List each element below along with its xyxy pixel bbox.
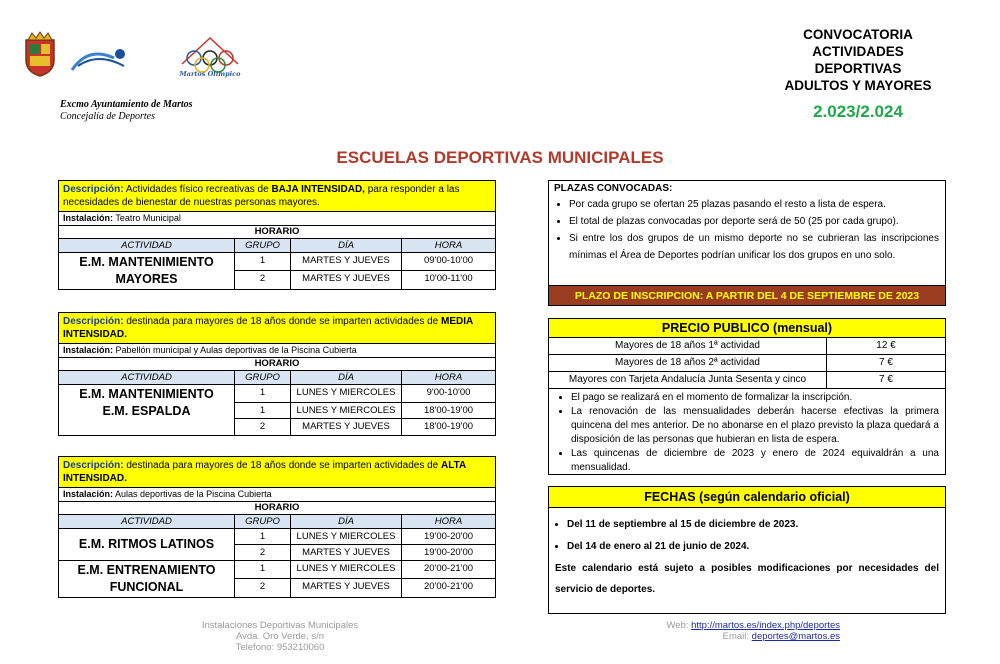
convocatoria-line: CONVOCATORIA: [803, 27, 913, 42]
dia-cell: LUNES Y MIERCOLES: [291, 529, 402, 545]
installation-row: [59, 488, 495, 502]
precio-title: PRECIO PUBLICO (mensual): [549, 319, 945, 338]
list-item: • El total de plazas convocadas por deporte será de 50 (25 por cada grupo).: [569, 213, 939, 230]
plazo-inscripcion-banner: PLAZO DE INSCRIPCION: A PARTIR DEL 4 DE SEPTIEMBRE DE 2023: [549, 285, 945, 305]
column-headers: [59, 239, 495, 253]
convocatoria-line: ADULTOS Y MAYORES: [784, 78, 932, 93]
price-label: Mayores de 18 años 1ª actividad: [549, 338, 827, 354]
dia-cell: MARTES Y JUEVES: [291, 579, 402, 597]
dia-cell: MARTES Y JUEVES: [291, 253, 402, 271]
activity-name: E.M. MANTENIMIENTO MAYORES: [59, 253, 235, 289]
description-text: destinada para mayores de 18 años donde se imparten actividades de: [126, 460, 442, 471]
olympic-logo-text: Martos Olímpico: [179, 70, 241, 78]
price-label: Mayores de 18 años 2ª actividad: [549, 355, 827, 371]
column-headers: [59, 515, 495, 529]
list-item: • Del 14 de enero al 21 de junio de 2024.: [567, 536, 945, 558]
activity-table-baja: [58, 180, 496, 290]
price-value: 12 €: [876, 340, 896, 351]
hora-cell: 9'00-10'00: [402, 385, 495, 403]
col-grupo: GRUPO: [235, 239, 291, 252]
activity-name: E.M. ESPALDA: [59, 403, 235, 435]
footer-line: Avda. Oro Verde, s/n: [235, 631, 324, 642]
hora-cell: 18'00-19'00: [423, 421, 474, 432]
org-name: Excmo Ayuntamiento de Martos: [60, 99, 193, 110]
description-text: destinada para mayores de 18 años donde se imparten actividades de: [126, 316, 442, 327]
description-label: Descripción:: [63, 184, 124, 195]
horario-header: HORARIO: [59, 226, 495, 239]
grupo-cell: 1: [235, 385, 291, 403]
hora-cell: 10'00-11'00: [424, 273, 473, 284]
precio-panel: [548, 318, 946, 475]
description-row: [59, 313, 495, 344]
hora-cell: 18'00-19'00: [402, 403, 495, 419]
hora-cell: 20'00-21'00: [402, 561, 495, 579]
col-dia: DÍA: [291, 239, 402, 252]
fechas-panel: [548, 486, 946, 614]
convocatoria-line: DEPORTIVAS: [814, 61, 902, 76]
price-row: [549, 338, 945, 355]
installation-value: Teatro Municipal: [115, 213, 181, 223]
coat-of-arms-logo: [22, 30, 58, 78]
installation-label: Instalación:: [63, 489, 114, 499]
activity-block: [59, 529, 495, 597]
grupo-cell: 1: [235, 561, 291, 579]
season-year: 2.023/2.024: [813, 102, 903, 121]
footer-address: [190, 620, 370, 653]
col-hora: HORA: [434, 372, 463, 383]
hora-cell: 19'00-20'00: [402, 545, 495, 561]
hora-cell: 19'00-20'00: [402, 529, 495, 545]
convocatoria-title: [758, 26, 958, 94]
footer-line: Instalaciones Deportivas Municipales: [201, 620, 359, 631]
hora-cell: 20'00-21'00: [423, 581, 474, 592]
activity-block: [59, 253, 495, 289]
list-item: • Por cada grupo se ofertan 25 plazas pasando el resto a lista de espera.: [569, 196, 939, 213]
price-row: [549, 355, 945, 372]
activity-table-alta: [58, 456, 496, 598]
email-link[interactable]: deportes@martos.es: [751, 631, 840, 642]
col-hora: HORA: [434, 240, 463, 251]
list-item: • Las quincenas de diciembre de 2023 y enero de 2024 equivaldrán a una mensualidad.: [571, 447, 939, 475]
intensity-label: BAJA INTENSIDAD,: [271, 184, 365, 195]
plazas-panel: [548, 180, 946, 306]
grupo-cell: 1: [235, 403, 291, 419]
org-department: Concejalía de Deportes: [60, 111, 155, 122]
installation-row: [59, 344, 495, 358]
swimmer-logo: [68, 40, 132, 74]
fechas-note: Este calendario está sujeto a posibles modificaciones por necesidades del servicio de deportes.: [555, 563, 939, 595]
col-actividad: ACTIVIDAD: [59, 371, 235, 384]
activity-name: E.M. MANTENIMIENTO: [59, 385, 235, 403]
column-headers: [59, 371, 495, 385]
activity-name: E.M. ENTRENAMIENTO FUNCIONAL: [59, 561, 235, 597]
grupo-cell: 2: [235, 579, 291, 597]
description-label: Descripción:: [63, 460, 124, 471]
convocatoria-line: ACTIVIDADES: [812, 44, 904, 59]
price-value: 7 €: [879, 357, 893, 368]
list-item: • Del 11 de septiembre al 15 de diciembre de 2023.: [567, 514, 945, 536]
horario-header: HORARIO: [59, 358, 495, 371]
col-actividad: ACTIVIDAD: [59, 239, 235, 252]
col-grupo: GRUPO: [235, 515, 291, 528]
installation-label: Instalación:: [63, 213, 114, 223]
description-label: Descripción:: [63, 316, 124, 327]
dia-cell: MARTES Y JUEVES: [291, 271, 402, 289]
activity-name: E.M. RITMOS LATINOS: [59, 529, 235, 561]
description-row: [59, 457, 495, 488]
plazas-list: [549, 196, 945, 264]
hora-cell: 09'00-10'00: [402, 253, 495, 271]
web-label: Web:: [666, 620, 692, 631]
fechas-list: [549, 508, 945, 558]
grupo-cell: 1: [235, 253, 291, 271]
grupo-cell: 2: [235, 545, 291, 561]
horario-header: HORARIO: [59, 502, 495, 515]
main-title: ESCUELAS DEPORTIVAS MUNICIPALES: [336, 148, 664, 167]
grupo-cell: 2: [235, 271, 291, 289]
activity-block: [59, 385, 495, 435]
dia-cell: LUNES Y MIERCOLES: [291, 403, 402, 419]
email-label: Email:: [722, 631, 752, 642]
description-text: Actividades físico recreativas de: [125, 184, 272, 195]
precio-notes: [549, 389, 945, 475]
list-item: • La renovación de las mensualidades deberán hacerse efectivas la primera quincena del mes anterior. De no abonarse en el plazo previsto la plaza quedará a disposición de las personas que hubieran en lista de espera.: [571, 405, 939, 447]
dia-cell: MARTES Y JUEVES: [291, 545, 402, 561]
col-dia: DÍA: [291, 371, 402, 384]
price-label: Mayores con Tarjeta Andalucía Junta Sesenta y cinco: [549, 372, 827, 388]
col-hora: HORA: [434, 516, 463, 527]
dia-cell: MARTES Y JUEVES: [291, 419, 402, 435]
col-actividad: ACTIVIDAD: [59, 515, 235, 528]
grupo-cell: 2: [235, 419, 291, 435]
list-item: • El pago se realizará en el momento de formalizar la inscripción.: [571, 391, 939, 405]
price-value: 7 €: [879, 374, 893, 385]
activity-table-media: [58, 312, 496, 436]
col-dia: DÍA: [291, 515, 402, 528]
fechas-title: FECHAS (según calendario oficial): [549, 487, 945, 508]
description-text: para responder a las necesidades de bienestar de nuestras personas mayores.: [63, 184, 460, 208]
grupo-cell: 1: [235, 529, 291, 545]
installation-value: Pabellón municipal y Aulas deportivas de la Piscina Cubierta: [115, 345, 357, 355]
description-row: [59, 181, 495, 212]
dia-cell: LUNES Y MIERCOLES: [291, 385, 402, 403]
footer-line: Telefono: 953210060: [235, 642, 325, 653]
price-row: [549, 372, 945, 389]
installation-label: Instalación:: [63, 345, 114, 355]
installation-row: [59, 212, 495, 226]
dia-cell: LUNES Y MIERCOLES: [291, 561, 402, 579]
col-grupo: GRUPO: [235, 371, 291, 384]
installation-value: Aulas deportivas de la Piscina Cubierta: [115, 489, 272, 499]
intensity-label: ALTA INTENSIDAD.: [63, 460, 466, 484]
web-link[interactable]: http://martos.es/index.php/deportes: [691, 620, 840, 631]
intensity-label: MEDIA INTENSIDAD.: [63, 316, 473, 340]
plazas-title: PLAZAS CONVOCADAS:: [554, 183, 673, 194]
list-item: • Si entre los dos grupos de un mismo deporte no se cubrieran las inscripciones mínimas el Área de Deportes podrían unificar los dos grupos en uno solo.: [569, 230, 939, 264]
footer-contact: [600, 620, 840, 642]
